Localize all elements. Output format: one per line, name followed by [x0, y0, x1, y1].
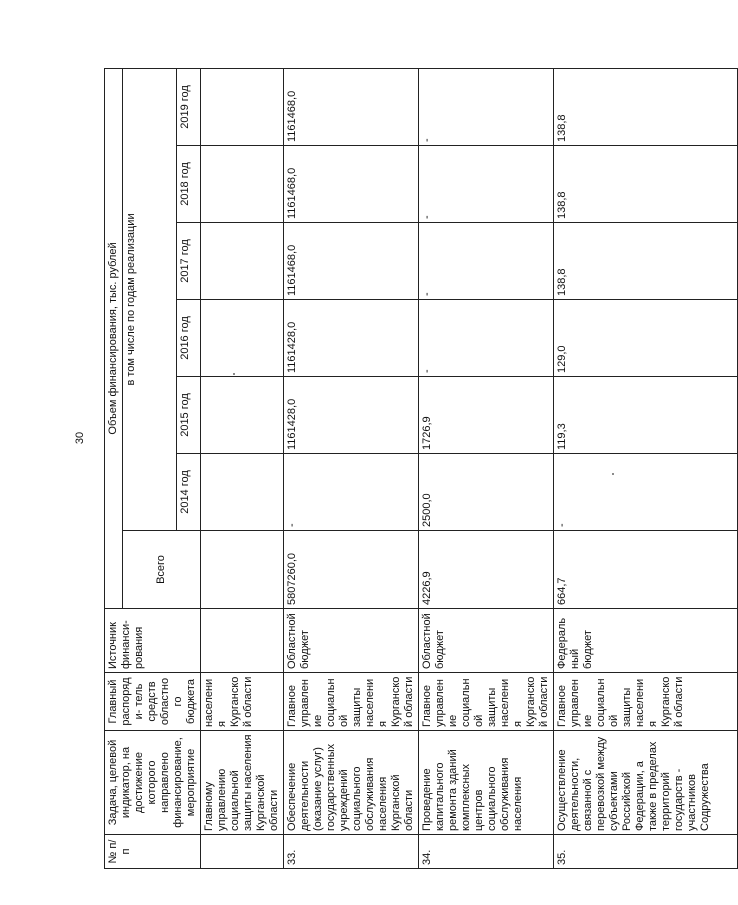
row-manager: Главное управление социальной защиты населения Курганской области — [284, 673, 419, 731]
row-year-value: 1161428,0 — [284, 300, 419, 377]
header-year: 2018 год — [177, 146, 201, 223]
row-year-value: - — [419, 223, 554, 300]
rotated-table-container — [104, 69, 711, 869]
row-year-value: - — [284, 454, 419, 531]
row-task: Главному управлению социальной защиты населения Курганской области — [201, 731, 284, 835]
row-manager: Главное управление социальной защиты населения Курганской области — [419, 673, 554, 731]
row-source — [201, 609, 284, 673]
row-year-value: 1161428,0 — [284, 377, 419, 454]
row-year-value — [201, 377, 284, 454]
row-year-value: 2500,0 — [419, 454, 554, 531]
row-year-value: - — [419, 68, 554, 145]
row-total: 4226,9 — [419, 531, 554, 609]
row-num: 35. — [554, 835, 738, 869]
row-year-value — [201, 223, 284, 300]
header-funding: Объем финансирования, тыс. рублей — [105, 68, 123, 608]
header-num: № п/п — [105, 835, 201, 869]
row-year-value: 1161468,0 — [284, 223, 419, 300]
row-source: Областной бюджет — [284, 609, 419, 673]
table-row — [419, 68, 554, 868]
table-row — [554, 68, 738, 868]
row-task: Проведение капитального ремонта зданий комплексных центров социального обслуживания населения — [419, 731, 554, 835]
header-total: Всего — [123, 531, 201, 609]
header-source: Источник финанси- рования — [105, 609, 201, 673]
header-task: Задача, целевой индикатор, на достижение которого направлено финансирование, мероприятие — [105, 731, 201, 835]
header-year: 2016 год — [177, 300, 201, 377]
row-total — [201, 531, 284, 609]
header-manager: Главный распоряди- тель средств областного бюджета — [105, 673, 201, 731]
row-year-value — [201, 146, 284, 223]
row-year-value: - — [419, 300, 554, 377]
row-source: Федеральный бюджет — [554, 609, 738, 673]
row-task: Осуществление деятельности, связанной с перевозкой между субъектами Российской Федерации, а также в пределах территорий государств - участников Содружества — [554, 731, 738, 835]
row-total: 5807260,0 — [284, 531, 419, 609]
row-year-value: 1726,9 — [419, 377, 554, 454]
header-year: 2017 год — [177, 223, 201, 300]
header-row-1 — [105, 68, 123, 868]
row-year-value: - — [554, 454, 738, 531]
page-number: 30 — [74, 431, 87, 445]
row-num: 34. — [419, 835, 554, 869]
row-year-value — [201, 454, 284, 531]
row-manager: населения Курганской области — [201, 673, 284, 731]
table-row — [201, 68, 284, 868]
row-num: 33. — [284, 835, 419, 869]
row-num — [201, 835, 284, 869]
row-year-value: 138,8 — [554, 146, 738, 223]
row-year-value: 138,8 — [554, 223, 738, 300]
header-by-year: в том числе по годам реализации — [123, 68, 177, 530]
row-source: Областной бюджет — [419, 609, 554, 673]
row-manager: Главное управление социальной защиты населения Курганской области — [554, 673, 738, 731]
row-task: Обеспечение деятельности (оказание услуг) государственных учреждений социального обслуживания населения Курганской области — [284, 731, 419, 835]
header-year: 2019 год — [177, 68, 201, 145]
row-year-value: 1161468,0 — [284, 146, 419, 223]
header-year: 2015 год — [177, 377, 201, 454]
header-year: 2014 год — [177, 454, 201, 531]
financing-table — [104, 68, 738, 869]
table-row — [284, 68, 419, 868]
row-year-value: 129,0 — [554, 300, 738, 377]
row-year-value: 138,8 — [554, 68, 738, 145]
row-year-value: - — [419, 146, 554, 223]
row-year-value: 119,3 — [554, 377, 738, 454]
row-total: 664,7 — [554, 531, 738, 609]
row-year-value — [201, 68, 284, 145]
row-year-value — [201, 300, 284, 377]
row-year-value: 1161468,0 — [284, 68, 419, 145]
